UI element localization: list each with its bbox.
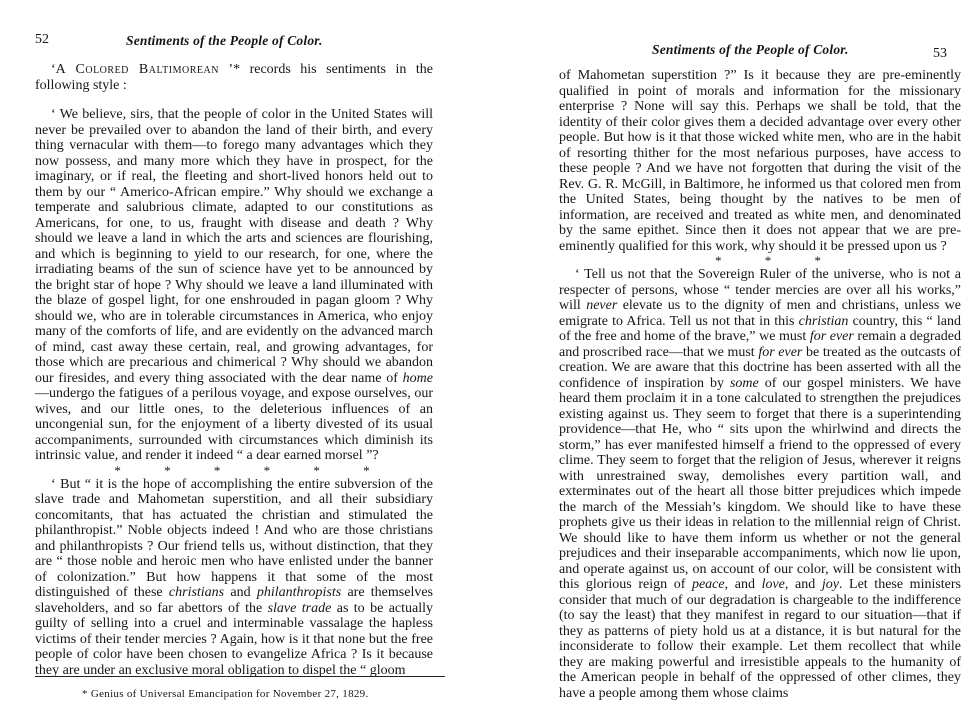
footnote-divider	[35, 676, 445, 677]
footnote: * Genius of Universal Emancipation for November 27, 1829.	[82, 688, 369, 700]
right-running-title: Sentiments of the People of Color.	[652, 42, 849, 57]
continued-paragraph: of Mahometan superstition ?” Is it because they are pre-eminently qualified in point of morals and information for the missionary enterprise ? None will say this. Perhaps we shall be told, that the identity of their color gives them a decided advantage over every other people. But how is it that those wicked white men, who are in the habit of resorting thither for the most nefarious purposes, have access to these people ? And we have not forgotten that during the visit of the Rev. G. R. McGill, in Baltimore, he informed us that colored men from the United States, being thought by the natives to be men of information, are received and treated as white men, and denominated by the same epithet. Since then it does not appear that we are pre-eminently qualified for this work, why should it be pressed upon us ?	[559, 68, 961, 254]
left-page-number: 52	[35, 32, 49, 47]
left-running-title: Sentiments of the People of Color.	[126, 33, 323, 48]
left-body-text	[35, 62, 433, 678]
right-page-number: 53	[933, 46, 947, 61]
author-name: A Colored Baltimorean	[55, 62, 219, 77]
section-break-stars: * * *	[715, 253, 821, 268]
intro-paragraph: ‘A Colored Baltimorean ’* records his sentiments in the following style :	[35, 62, 433, 93]
right-body-text	[559, 68, 961, 701]
quote-paragraph-3: ‘ Tell us not that the Sovereign Ruler of the universe, who is not a respecter of persons, whose “ tender mercies are over all his works,” will never elevate us to the dignity of men and christians, unless we emigrate to Africa. Tell us not that in this christian country, this “ land of the free and home of the brave,” we must for ever remain a degraded and proscribed race—that we must for ever be treated as the outcasts of creation. We are aware that this doctrine has been asserted with all the confidence of inspiration by some of our gospel ministers. We have heard them proclaim it in a tone calculated to strengthen the prejudices existing against us. They seem to forget that there is a superintending providence—that He, who “ sits upon the whirlwind and directs the storm,” has ever manifested himself a friend to the oppressed of every clime. They seem to forget that the religion of Jesus, wherever it reigns with unrestrained sway, demolishes every partition wall, and exterminates out of the heart all those bitter prejudices which impede the march of the Messiah’s kingdom. We should like to have these prophets give us their ideas in relation to the millennial reign of Christ. We should like to have them inform us whether or not the general prejudices and their inseparable accompaniments, which now lie upon, and operate against us, on account of our color, will be consistent with this glorious reign of peace, and love, and joy. Let these ministers consider that much of our degradation is chargeable to the indifference (to say the least) that they manifest in regard to our situation—that if they as patterns of piety hold us at a distance, it is but natural for the inconsiderate to follow their example. Let them recollect that while they are making powerful and irresistible appeals to the humanity of the American people in behalf of the oppressed of other climes, they have a people among them whose claims	[559, 267, 962, 701]
section-break-stars: * * * * * *	[114, 462, 370, 478]
quote-paragraph-2: ‘ But “ it is the hope of accomplishing the entire subversion of the slave trade and Mahometan superstition, and all their subsidiary concomitants, that has actuated the christian and stimulated the philanthropist.” Noble objects indeed ! And who are those christians and philanthropists ? Our friend tells us, without distinction, that they are “ those noble and heroic men who have enlisted under the banner of colonization.” But how happens it that some of the most distinguished of these christians and philanthropists are themselves slaveholders, and so far abettors of the slave trade as to be actually guilty of selling into a cruel and interminable vassalage the hapless victims of their tender mercies ? Again, how is it that none but the free people of color have been chosen to evangelize Africa ? Is it because they are under an exclusive moral obligation to dispel the “ gloom	[35, 476, 434, 678]
right-page	[490, 0, 980, 727]
quote-paragraph-1: ‘ We believe, sirs, that the people of color in the United States will never be prevailed over to abandon the land of their birth, and every thing vernacular with them—to forego many advantages which they now possess, and many more which they have in prospect, for the imaginary, or if real, the fleeting and short-lived honors held out to them by our “ Americo-African empire.” Why should we exchange a temperate and salubrious climate, adapted to our constitutions as Americans, for one, to us, fraught with disease and death ? Why should we leave a land in which the arts and sciences are flourishing, and which is beginning to yield to our research, for one, where the irradiating beams of the sun of science have yet to be announced by the bright star of hope ? Why should we leave a land illuminated with the blaze of gospel light, for one enshrouded in pagan gloom ? Why should we, who are in tolerable circumstances in America, who enjoy many of the comforts of life, and are evidently on the advanced march of mind, cast away these certain, real, and growing advantages, for those which are precarious and chimerical ? Why should we abandon our firesides, and every thing associated with the dear name of home—undergo the fatigues of a perilous voyage, and expose ourselves, our wives, and our little ones, to the deleterious influences of an uncongenial sun, for the enjoyment of a liberty divested of its usual accompaniments, surrounded with circumstances which diminish its intrinsic value, and render it indeed “ a dear earned morsel ”?	[35, 107, 433, 463]
